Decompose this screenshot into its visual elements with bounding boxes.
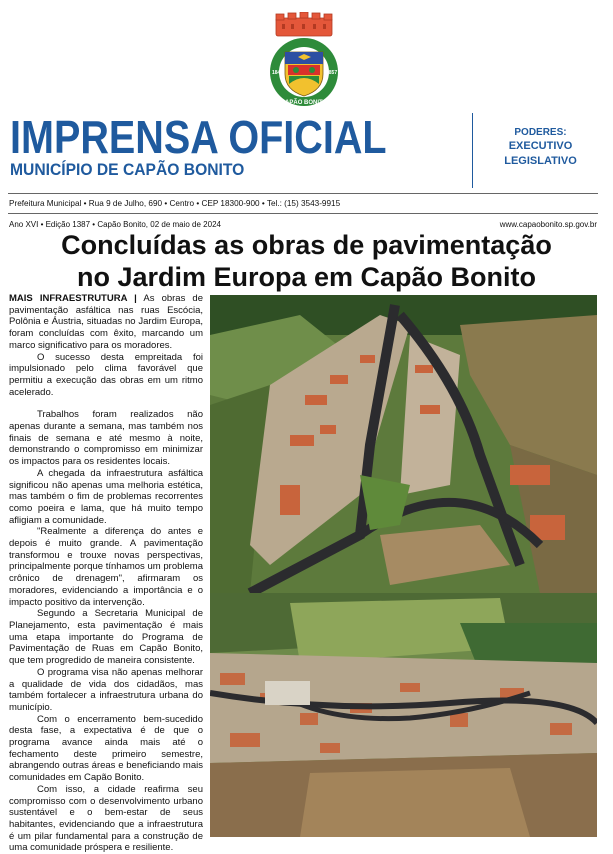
middle-rule bbox=[8, 213, 598, 214]
svg-text:CAPÃO BONITO: CAPÃO BONITO bbox=[280, 100, 328, 106]
article-paragraph: Com o encerramento bem-sucedido desta fase, a expectativa é de que o programa avance ainda mais até o fechamento deste primeiro semestre, abrangendo outras áreas e beneficiando mais comunidades em Capão Bonito. bbox=[9, 713, 203, 784]
article-paragraph: "Realmente a diferença do antes e depois é muito grande. A pavimentação transformou e trouxe novas perspectivas, principalmente porque tínhamos um problema crônico de drenagem", afirmaram os moradores, evidenciando a importância e o impacto positivo da intervenção. bbox=[9, 526, 203, 608]
publication-title: IMPRENSA OFICIAL bbox=[10, 111, 387, 163]
aerial-photo-neighborhood bbox=[210, 593, 597, 837]
aerial-photo-roads bbox=[210, 295, 597, 593]
article-lead: As obras de pavimentação asfáltica nas ruas Escócia, Polônia e Áustria, situadas no Jardim Europa, foram concluídas com êxito, marcando um marco significativo para os moradores. bbox=[9, 293, 203, 351]
address-line: Prefeitura Municipal • Rua 9 de Julho, 690 • Centro • CEP 18300-900 • Tel.: (15) 3543-9915 bbox=[9, 199, 341, 208]
article-paragraph: Trabalhos foram realizados não apenas durante a semana, mas também nos finais de semana e até mesmo à noite, demonstrando o compromisso em minimizar os impactos para os residentes locais. bbox=[9, 409, 203, 468]
svg-text:1857: 1857 bbox=[326, 70, 338, 76]
article-kicker: MAIS INFRAESTRUTURA | bbox=[9, 293, 137, 304]
powers-heading: PODERES: bbox=[514, 127, 567, 138]
edition-line: Ano XVI • Edição 1387 • Capão Bonito, 02 de maio de 2024 bbox=[9, 220, 221, 229]
municipal-crest-icon bbox=[258, 12, 350, 112]
top-rule bbox=[8, 193, 598, 194]
article-lead-paragraph bbox=[9, 293, 203, 352]
article-paragraph: Com isso, a cidade reafirma seu compromisso com o desenvolvimento urbano sustentável e o bem-estar de seus habitantes, evidenciando que a infraestrutura é um pilar fundamental para a construção de uma comunidade próspera e resiliente. bbox=[9, 783, 203, 854]
headline-line-2: no Jardim Europa em Capão Bonito bbox=[76, 262, 537, 292]
power-executivo: EXECUTIVO bbox=[508, 140, 573, 152]
masthead bbox=[10, 112, 455, 180]
publication-subtitle: MUNICÍPIO DE CAPÃO BONITO bbox=[10, 160, 245, 179]
article-paragraph: O programa visa não apenas melhorar a qualidade de vida dos cidadãos, mas também fortalecer a infraestrutura urbana do município. bbox=[9, 666, 203, 713]
article-headline bbox=[0, 229, 613, 293]
masthead-divider bbox=[472, 113, 473, 188]
powers-box bbox=[478, 126, 603, 169]
power-legislativo: LEGISLATIVO bbox=[504, 155, 577, 167]
article-paragraph: O sucesso desta empreitada foi impulsionado pelo clima favorável que permitiu a execução das obras em um ritmo acelerado. bbox=[9, 351, 203, 398]
website-link[interactable]: www.capaobonito.sp.gov.br bbox=[499, 220, 597, 229]
article-body bbox=[9, 293, 203, 854]
svg-text:1843: 1843 bbox=[272, 70, 284, 76]
article-paragraph: Segundo a Secretaria Municipal de Planejamento, esta pavimentação é mais uma etapa importante do Programa de Pavimentação de Ruas em Capão Bonito, que tem progredido de maneira consistente. bbox=[9, 608, 203, 667]
headline-line-1: Concluídas as obras de pavimentação bbox=[61, 230, 552, 260]
article-paragraph: A chegada da infraestrutura asfáltica significou não apenas uma melhoria estética, mas também o fim de problemas recorrentes como poeira e lama, que há muito tempo afligiam a comunidade. bbox=[9, 467, 203, 526]
